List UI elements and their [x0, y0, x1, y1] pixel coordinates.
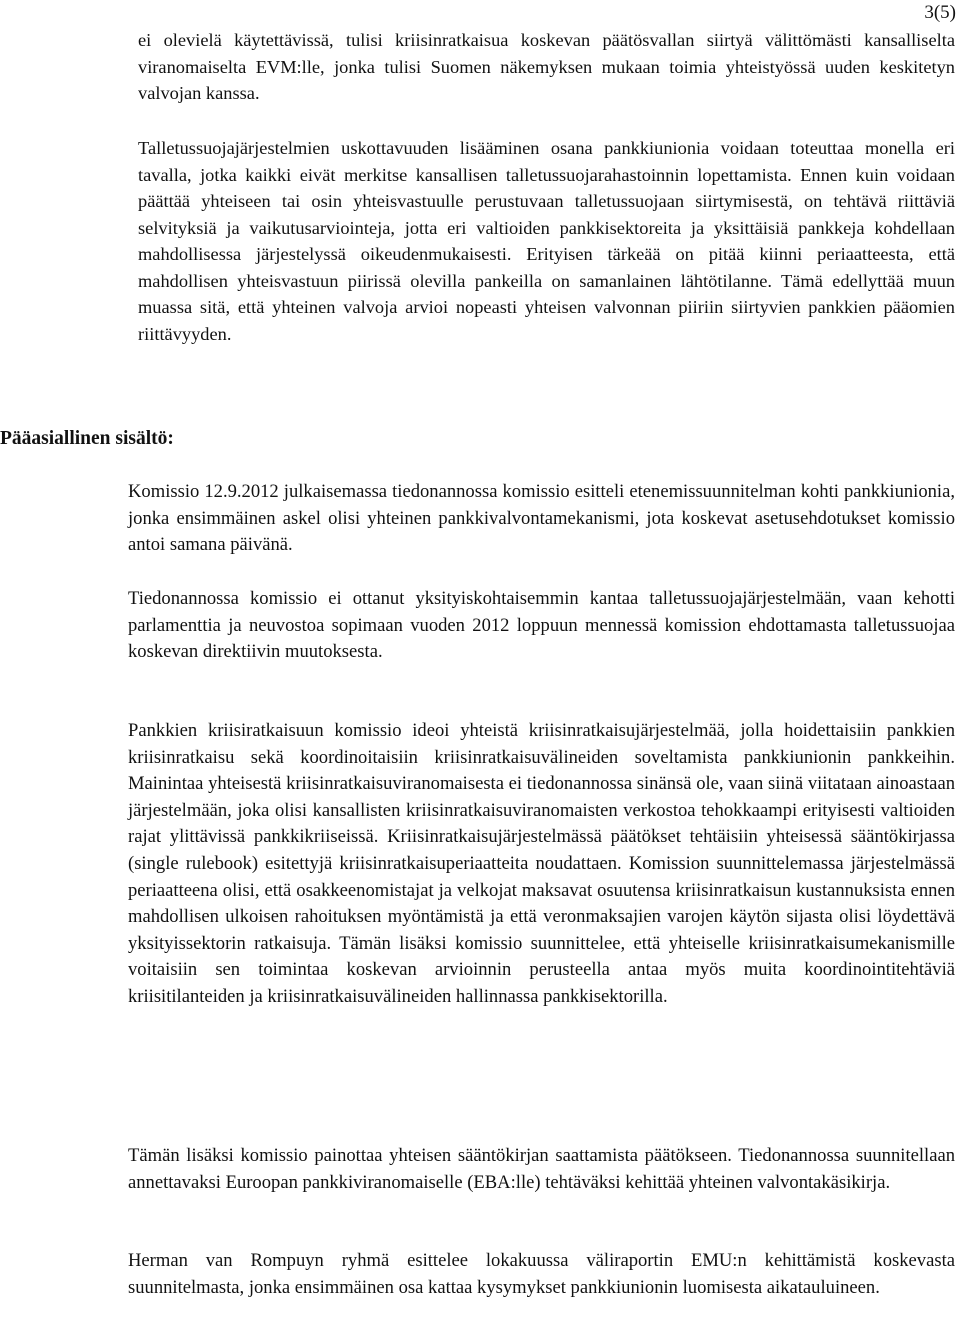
section-paragraph-resolution: Pankkien kriisiratkaisuun komissio ideoi yhteistä kriisinratkaisujärjestelmää, jolla hoidettaisiin pankkien kriisinratkaisu sekä koordinoitaisiin kriisinratkaisuvälineiden soveltamista pankkiunionin pankkeihin. Mainintaa yhteisestä kriisinratkaisuviranomaisesta ei tiedonannossa sinänsä ole, vaan siinä viitataan ainoastaan järjestelmään, joka olisi kansallisten kriisinratkaisuviranomaisten verkostoa tehokkaampi erityisesti valtioiden rajat ylittävissä pankkikriiseissä. Kriisinratkaisujärjestelmässä päätökset tehtäisiin yhteisessä sääntökirjassa (single rulebook) esitettyjä kriisinratkaisuperiaatteita noudattaen. Komission suunnittelemassa järjestelmässä periaatteena olisi, että osakkeenomistajat ja velkojat maksavat osuutensa kriisinratkaisun kustannuksista ennen mahdollisen ulkoisen rahoituksen myöntämistä ja että veronmaksajien varojen käytön sijasta olisi löydettävä yksityissektorin ratkaisuja. Tämän lisäksi komissio suunnittelee, että yhteiselle kriisinratkaisumekanismille voitaisiin sen toimintaa koskevan arvioinnin perusteella antaa myös muita koordinointitehtäviä kriisitilanteiden ja kriisinratkaisuvälineiden hallinnassa pankkisektorilla.	[128, 720, 955, 1007]
section-heading: Pääasiallinen sisältö:	[0, 428, 174, 449]
section-paragraph-commission-communication: Komissio 12.9.2012 julkaisemassa tiedonannossa komissio esitteli etenemissuunnitelman kohti pankkiunionia, jonka ensimmäinen askel olisi yhteinen pankkivalvontamekanismi, jota koskevat asetusehdotukset komissio antoi samana päivänä.	[128, 481, 955, 556]
section-paragraph-van-rompuy: Herman van Rompuyn ryhmä esittelee lokakuussa väliraportin EMU:n kehittämistä koskevasta suunnitelmasta, jonka ensimmäinen osa kattaa kysymykset pankkiunionin luomisesta aikatauluineen.	[128, 1250, 955, 1298]
page-number: 3(5)	[924, 2, 956, 23]
intro-paragraph-deposit-guarantee: Talletussuojajärjestelmien uskottavuuden lisääminen osana pankkiunionia voidaan toteuttaa monella eri tavalla, jotka kaikki eivät merkitse kansallisen talletussuojarahastoinnin lopettamista. Ennen kuin voidaan päättää yhteiseen tai osin yhteisvastuulle perustuvaan talletussuojaan siirtymisestä, on tehtävä riittäviä selvityksiä ja vaikutusarviointeja, jotta eri valtioiden pankkisektoreita ja yksittäisiä pankkeja kohdellaan mahdollisessa järjestelyssä oikeudenmukaisesti. Erityisen tärkeää on pitää kiinni periaatteesta, että mahdollisen yhteisvastuun piirissä olevilla pankeilla on samanlainen lähtötilanne. Tämä edellyttää muun muassa sitä, että yhteinen valvoja arvioi nopeasti yhteisen valvonnan piiriin siirtyvien pankkien pääomien riittävyyden.	[138, 138, 955, 344]
section-paragraph-rulebook: Tämän lisäksi komissio painottaa yhteisen sääntökirjan saattamista päätökseen. Tiedonannossa suunnitellaan annettavaksi Euroopan pankkiviranomaiselle (EBA:lle) tehtäväksi kehittää yhteinen valvontakäsikirja.	[128, 1145, 955, 1193]
section-paragraph-deposit-guarantee: Tiedonannossa komissio ei ottanut yksityiskohtaisemmin kantaa talletussuojajärjestelmään, vaan kehotti parlamenttia ja neuvostoa sopimaan vuoden 2012 loppuun mennessä komission ehdottamasta talletussuojaa koskevan direktiivin muutoksesta.	[128, 588, 955, 663]
intro-paragraph-continued: ei olevielä käytettävissä, tulisi kriisinratkaisua koskevan päätösvallan siirtyä välittömästi kansalliselta viranomaiselta EVM:lle, jonka tulisi Suomen näkemyksen mukaan toimia yhteistyössä uuden keskitetyn valvojan kanssa.	[138, 30, 955, 103]
